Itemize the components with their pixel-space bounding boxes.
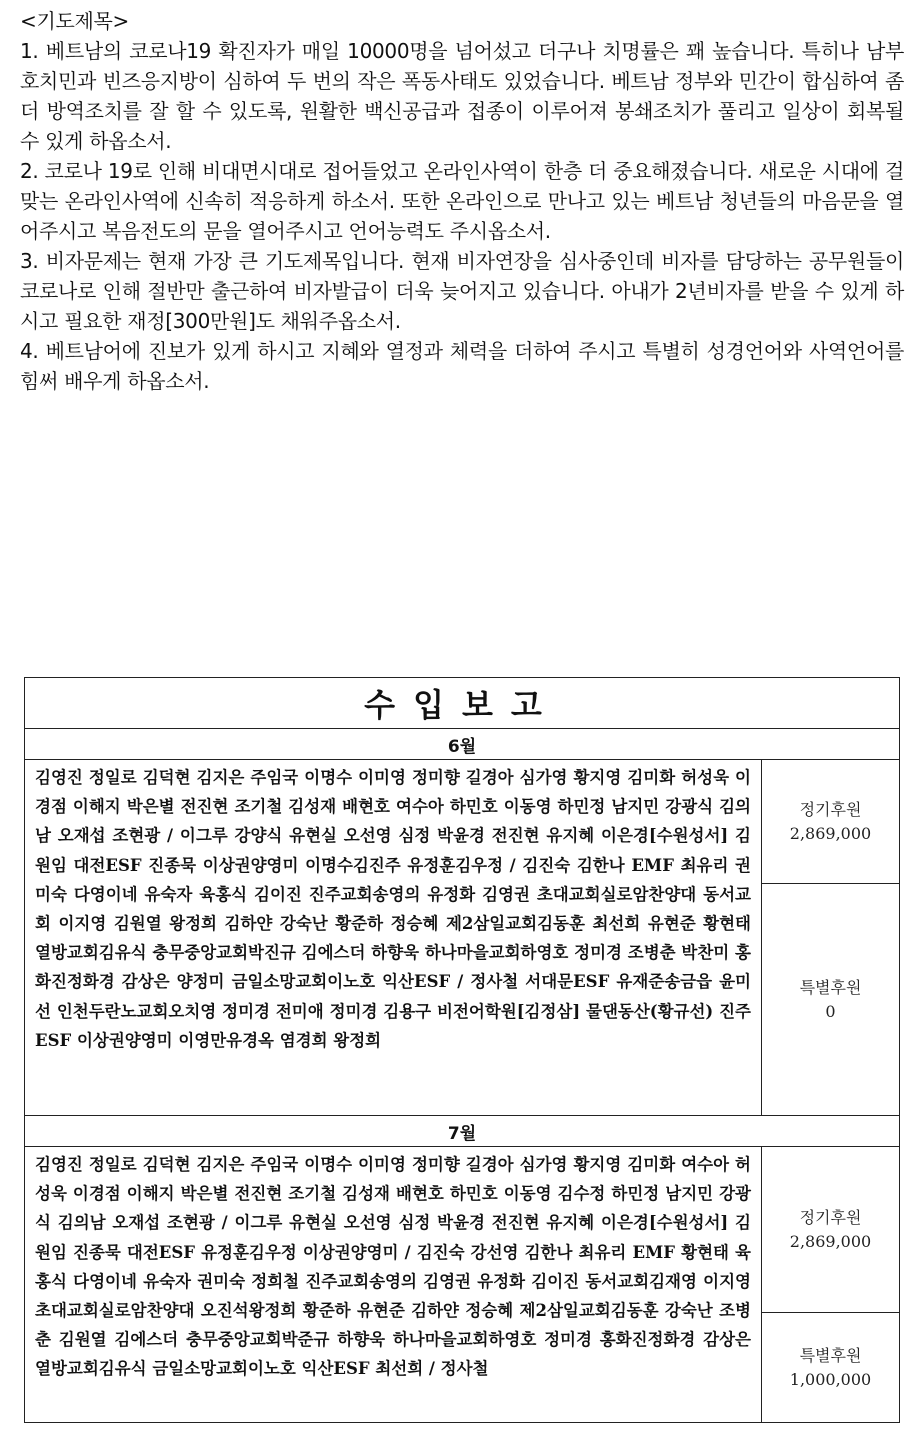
prayer-item-2: 2. 코로나 19로 인해 비대면시대로 접어들었고 온라인사역이 한층 더 중요해졌습니다. 새로운 시대에 걸맞는 온라인사역에 신속히 적응하게 하소서. 또한 온라인으로 만나고 있는 베트남 청년들의 마음문을 열어주시고 복음전도의 문을 열어주시고 언어능력도 주시옵소서. [20, 159, 904, 243]
donor-list-june: 김영진 정일로 김덕현 김지은 주임국 이명수 이미영 정미향 길경아 심가영 황지영 김미화 허성욱 이경점 이해지 박은별 전진현 조기철 김성재 배현호 여수아 하민호 이동영 하민정 남지민 강광식 김의남 오재섭 조현광 / 이그루 강양식 유현실 오선영 심정 박윤경 전진현 유지혜 이은경[수원성서] 김원임 대전ESF 진종묵 이상권양영미 이명수김진주 유정훈김우정 / 김진숙 김한나 EMF 최유리 권미숙 다영이네 유숙자 육홍식 김이진 진주교회송영의 유정화 김영권 초대교회실로암찬양대 동서교회 이지영 김원열 왕정희 김하얀 강숙난 황준하 정승혜 제2삼일교회김동훈 최선희 유현준 황현태 열방교회김유식 충무중앙교회박진규 김에스더 하향욱 하나마을교회하영호 정미경 조병춘 박찬미 홍화진정화경 감상은 양정미 금일소망교회이노호 익산ESF / 정사철 서대문ESF 유재준송금읍 윤미선 인천두란노교회오치영 정미경 전미애 정미경 김용구 비전어학원[김정삼] 물댄동산(황규선) 진주ESF 이상권양영미 이영만유경옥 염경희 왕정희 [25, 760, 762, 1116]
special-support-amount: 1,000,000 [789, 1369, 872, 1389]
regular-support-label: 정기후원 [799, 1207, 862, 1227]
month-label-july: 7월 [25, 1116, 900, 1147]
special-support-label: 특별후원 [799, 977, 862, 997]
prayer-item-1: 1. 베트남의 코로나19 확진자가 매일 10000명을 넘어섰고 더구나 치명률은 꽤 높습니다. 특히나 남부호치민과 빈즈응지방이 심하여 두 번의 작은 폭동사태도 있었습니다. 베트남 정부와 민간이 합심하여 좀 더 방역조치를 잘 할 수 있도록, 원활한 백신공급과 접종이 이루어져 봉쇄조치가 풀리고 일상이 회복될 수 있게 하옵소서. [20, 39, 904, 153]
special-support-june [762, 884, 900, 1116]
regular-support-label: 정기후원 [799, 799, 862, 819]
month-label-june: 6월 [25, 729, 900, 760]
prayer-section [20, 6, 904, 396]
donor-list-july: 김영진 정일로 김덕현 김지은 주임국 이명수 이미영 정미향 길경아 심가영 황지영 김미화 여수아 허성욱 이경점 이해지 박은별 전진현 조기철 김성재 배현호 하민호 이동영 김수정 하민정 남지민 강광식 김의남 오재섭 조현광 / 이그루 유현실 오선영 심정 박윤경 전진현 유지혜 이은경[수원성서] 김원임 진종묵 대전ESF 유정훈김우정 이상권양영미 / 김진숙 강선영 김한나 최유리 EMF 황현태 육홍식 다영이네 유숙자 권미숙 정희철 진주교회송영의 김영권 유정화 김이진 동서교회김재영 이지영 초대교회실로암찬양대 오진석왕정희 황준하 유현준 김하얀 정승혜 제2삼일교회김동훈 강숙난 조병춘 김원열 김에스더 충무중앙교회박준규 하향욱 하나마을교회하영호 정미경 홍화진정화경 감상은 열방교회김유식 금일소망교회이노호 익산ESF 최선희 / 정사철 [25, 1147, 762, 1423]
regular-support-amount: 2,869,000 [789, 823, 872, 843]
prayer-heading: <기도제목> [20, 9, 129, 33]
report-title: 수입보고 [25, 678, 900, 729]
prayer-item-3: 3. 비자문제는 현재 가장 큰 기도제목입니다. 현재 비자연장을 심사중인데 비자를 담당하는 공무원들이 코로나로 인해 절반만 출근하여 비자발급이 더욱 늦어지고 있습니다. 아내가 2년비자를 받을 수 있게 하시고 필요한 재정[300만원]도 채워주옵소서. [20, 249, 904, 333]
prayer-item-4: 4. 베트남어에 진보가 있게 하시고 지혜와 열정과 체력을 더하여 주시고 특별히 성경언어와 사역언어를 힘써 배우게 하옵소서. [20, 339, 904, 393]
regular-support-amount: 2,869,000 [789, 1231, 872, 1251]
regular-support-july [762, 1147, 900, 1313]
regular-support-june [762, 760, 900, 884]
income-report-table [24, 677, 900, 1423]
special-support-july [762, 1313, 900, 1423]
special-support-amount: 0 [825, 1001, 836, 1021]
special-support-label: 특별후원 [799, 1345, 862, 1365]
